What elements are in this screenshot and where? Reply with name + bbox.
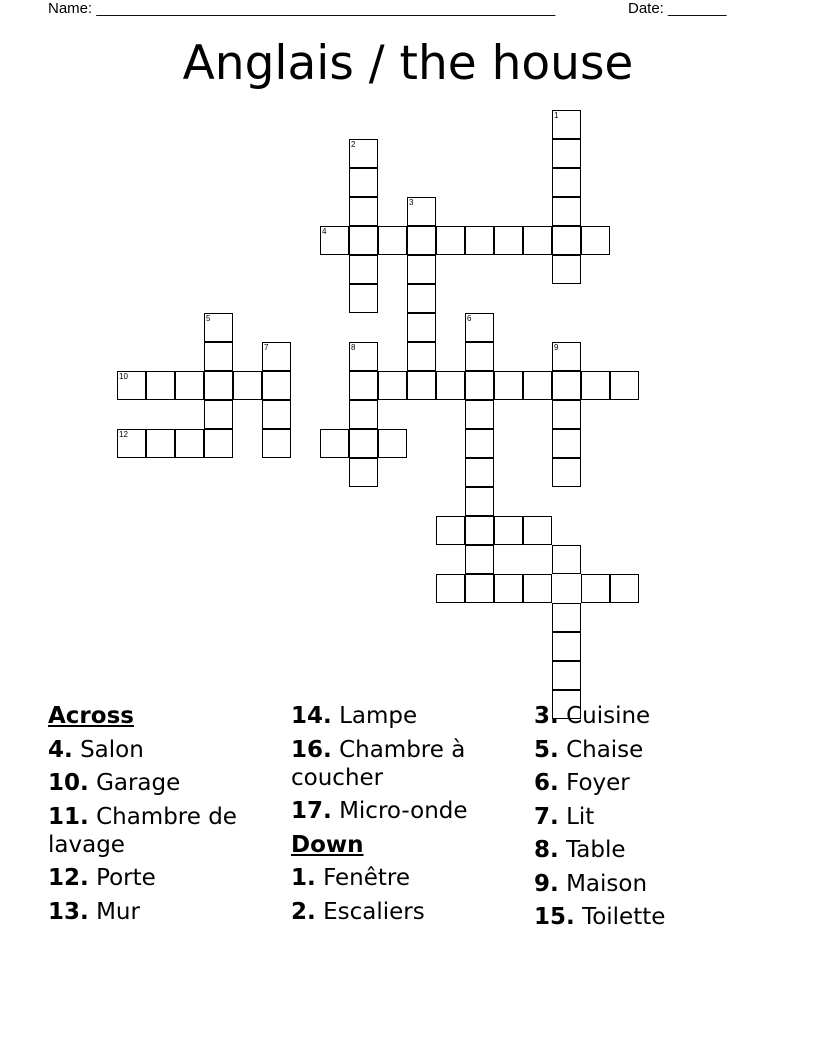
clue-number: 13. xyxy=(48,898,89,925)
clue-number: 15. xyxy=(534,904,575,930)
grid-cell xyxy=(465,574,494,603)
clue-column-2 xyxy=(291,702,521,931)
grid-cell xyxy=(175,371,204,400)
clue-across-4 xyxy=(48,736,278,764)
grid-cell xyxy=(262,371,291,400)
grid-cell xyxy=(407,284,436,313)
grid-cell xyxy=(407,226,436,255)
clue-text: Mur xyxy=(96,898,140,925)
clue-number-label: 2 xyxy=(351,140,356,149)
grid-cell xyxy=(523,226,552,255)
grid-cell xyxy=(175,429,204,458)
clue-down-5 xyxy=(534,736,764,764)
page-title: Anglais / the house xyxy=(182,36,634,91)
grid-cell xyxy=(146,371,175,400)
grid-cell xyxy=(465,371,494,400)
grid-cell xyxy=(262,342,291,371)
grid-cell xyxy=(349,255,378,284)
grid-cell xyxy=(204,400,233,429)
grid-cell xyxy=(552,371,581,400)
grid-cell xyxy=(465,487,494,516)
grid-cell xyxy=(465,342,494,371)
clue-number-label: 10 xyxy=(119,372,128,381)
grid-cell xyxy=(552,168,581,197)
down-heading: Down xyxy=(291,831,364,858)
grid-cell xyxy=(523,516,552,545)
grid-cell xyxy=(465,429,494,458)
grid-cell xyxy=(552,545,581,574)
grid-cell xyxy=(436,371,465,400)
clue-text: Salon xyxy=(80,736,144,763)
clue-down-6 xyxy=(534,769,764,797)
grid-cell xyxy=(436,574,465,603)
clue-text: Foyer xyxy=(566,770,630,796)
name-field-label: Name: _______________________________________________________ xyxy=(48,0,556,17)
grid-cell xyxy=(378,429,407,458)
clue-text: Micro-onde xyxy=(339,798,468,824)
clue-number-label: 3 xyxy=(409,198,414,207)
grid-cell xyxy=(349,197,378,226)
grid-cell xyxy=(378,371,407,400)
grid-cell xyxy=(349,400,378,429)
clue-text: Lit xyxy=(566,803,595,830)
grid-cell xyxy=(349,429,378,458)
clue-number: 3. xyxy=(534,703,559,729)
grid-cell xyxy=(610,574,639,603)
clue-number-label: 4 xyxy=(322,227,327,236)
grid-cell xyxy=(552,139,581,168)
clue-text: Maison xyxy=(566,870,648,897)
grid-cell xyxy=(552,342,581,371)
grid-cell xyxy=(407,371,436,400)
grid-cell xyxy=(465,545,494,574)
clue-text: Escaliers xyxy=(323,898,425,925)
grid-cell xyxy=(465,458,494,487)
clue-text: Garage xyxy=(96,770,181,796)
clue-number: 14. xyxy=(291,703,332,729)
grid-cell xyxy=(349,284,378,313)
clue-number: 1. xyxy=(291,865,316,891)
clue-number-label: 5 xyxy=(206,314,211,323)
grid-cell xyxy=(552,661,581,690)
clue-number-label: 1 xyxy=(554,111,559,120)
clue-across-17 xyxy=(291,797,521,825)
grid-cell xyxy=(494,574,523,603)
grid-cell xyxy=(262,429,291,458)
clue-column-1 xyxy=(48,702,278,931)
clue-down-1 xyxy=(291,864,521,892)
grid-cell xyxy=(436,226,465,255)
across-heading: Across xyxy=(48,703,134,729)
clue-text: Table xyxy=(566,837,626,863)
clue-number: 7. xyxy=(534,803,559,830)
grid-cell xyxy=(146,429,175,458)
clue-number: 4. xyxy=(48,736,73,763)
clue-text: Fenêtre xyxy=(323,865,411,891)
grid-cell xyxy=(465,400,494,429)
grid-cell xyxy=(581,226,610,255)
grid-cell xyxy=(349,458,378,487)
clue-down-3 xyxy=(534,702,764,730)
grid-cell xyxy=(349,226,378,255)
grid-cell xyxy=(407,255,436,284)
grid-cell xyxy=(378,226,407,255)
clue-number-label: 6 xyxy=(467,314,472,323)
clue-number: 16. xyxy=(291,736,332,763)
clue-across-14 xyxy=(291,702,521,730)
clue-text: Lampe xyxy=(339,703,418,729)
clue-across-16 xyxy=(291,736,521,792)
clue-across-10 xyxy=(48,769,278,797)
grid-cell xyxy=(117,371,146,400)
grid-cell xyxy=(552,458,581,487)
grid-cell xyxy=(552,226,581,255)
grid-cell xyxy=(494,516,523,545)
grid-cell xyxy=(407,197,436,226)
clue-text: Chambre de lavage xyxy=(48,803,237,858)
grid-cell xyxy=(349,342,378,371)
clue-column-3 xyxy=(534,702,764,937)
clue-number: 5. xyxy=(534,736,559,763)
grid-cell xyxy=(320,429,349,458)
clue-across-12 xyxy=(48,864,278,892)
clue-text: Porte xyxy=(96,865,156,891)
clue-text: Toilette xyxy=(582,904,666,930)
clue-number: 12. xyxy=(48,865,89,891)
clue-across-13 xyxy=(48,898,278,926)
clue-down-8 xyxy=(534,836,764,864)
grid-cell xyxy=(407,342,436,371)
clue-down-2 xyxy=(291,898,521,926)
clue-text: Cuisine xyxy=(566,703,651,729)
grid-cell xyxy=(436,516,465,545)
grid-cell xyxy=(349,371,378,400)
clue-number: 9. xyxy=(534,870,559,897)
clue-text: Chambre à coucher xyxy=(291,736,466,791)
clue-number-label: 7 xyxy=(264,343,269,352)
clue-number: 6. xyxy=(534,770,559,796)
clue-number-label: 12 xyxy=(119,430,128,439)
grid-cell xyxy=(494,226,523,255)
grid-cell xyxy=(552,255,581,284)
grid-cell xyxy=(494,371,523,400)
grid-cell xyxy=(552,110,581,139)
grid-cell xyxy=(204,429,233,458)
clue-across-11 xyxy=(48,803,278,859)
clue-number: 11. xyxy=(48,803,89,830)
date-field-label: Date: _______ xyxy=(628,0,727,17)
grid-cell xyxy=(407,313,436,342)
clue-down-9 xyxy=(534,870,764,898)
grid-cell xyxy=(117,429,146,458)
grid-cell xyxy=(581,574,610,603)
clue-number-label: 8 xyxy=(351,343,356,352)
clue-number-label: 9 xyxy=(554,343,559,352)
grid-cell xyxy=(349,139,378,168)
clue-number: 2. xyxy=(291,898,316,925)
grid-cell xyxy=(465,226,494,255)
grid-cell xyxy=(320,226,349,255)
clue-down-15 xyxy=(534,903,764,931)
grid-cell xyxy=(610,371,639,400)
grid-cell xyxy=(233,371,262,400)
clue-number: 17. xyxy=(291,798,332,824)
grid-cell xyxy=(552,400,581,429)
grid-cell xyxy=(552,632,581,661)
clue-down-7 xyxy=(534,803,764,831)
grid-cell xyxy=(523,371,552,400)
clue-number: 10. xyxy=(48,770,89,796)
grid-cell xyxy=(204,342,233,371)
grid-cell xyxy=(204,371,233,400)
grid-cell xyxy=(349,168,378,197)
clue-text: Chaise xyxy=(566,736,644,763)
grid-cell xyxy=(523,574,552,603)
grid-cell xyxy=(204,313,233,342)
grid-cell xyxy=(581,371,610,400)
grid-cell xyxy=(552,603,581,632)
grid-cell xyxy=(262,400,291,429)
clue-number: 8. xyxy=(534,837,559,863)
grid-cell xyxy=(465,516,494,545)
grid-cell xyxy=(465,313,494,342)
grid-cell xyxy=(552,429,581,458)
grid-cell xyxy=(552,197,581,226)
